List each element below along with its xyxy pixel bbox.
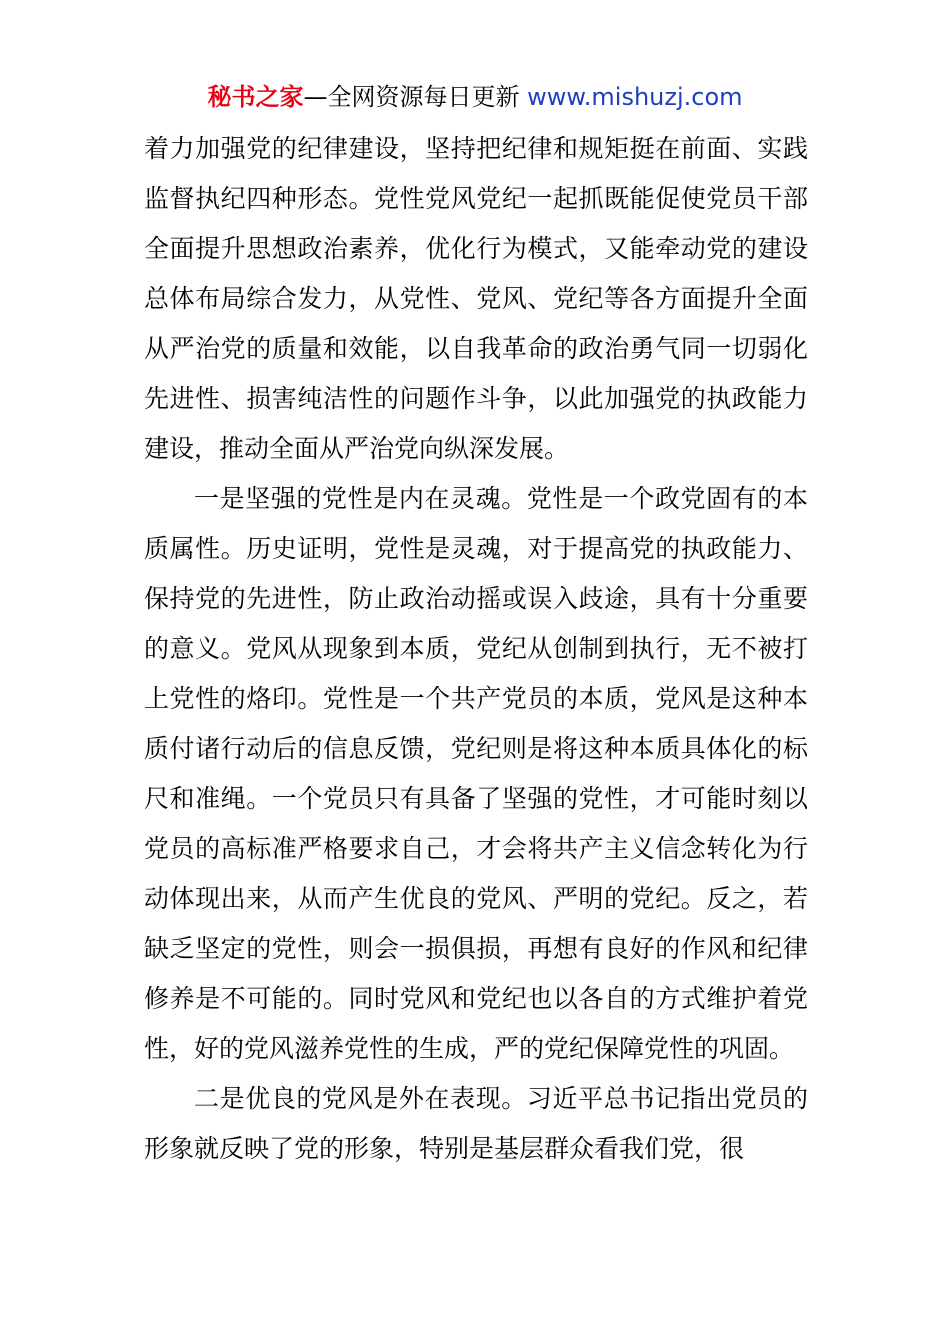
document-body <box>144 124 808 1174</box>
site-header <box>0 80 950 114</box>
site-tagline: —全网资源每日更新 <box>303 83 528 111</box>
site-brand: 秘书之家 <box>207 83 304 111</box>
paragraph-continuation: 着力加强党的纪律建设，坚持把纪律和规矩挺在前面、实践监督执纪四种形态。党性党风党纪一起抓既能促使党员干部全面提升思想政治素养，优化行为模式，又能牵动党的建设总体布局综合发力，从党性、党风、党纪等各方面提升全面从严治党的质量和效能，以自我革命的政治勇气同一切弱化先进性、损害纯洁性的问题作斗争，以此加强党的执政能力建设，推动全面从严治党向纵深发展。 <box>144 134 808 463</box>
site-url-link[interactable]: www.mishuzj.com <box>527 83 743 111</box>
paragraph-party-style: 二是优良的党风是外在表现。习近平总书记指出党员的形象就反映了党的形象，特别是基层群众看我们党，很 <box>144 1084 808 1163</box>
paragraph-party-spirit: 一是坚强的党性是内在灵魂。党性是一个政党固有的本质属性。历史证明，党性是灵魂，对于提高党的执政能力、保持党的先进性，防止政治动摇或误入歧途，具有十分重要的意义。党风从现象到本质，党纪从创制到执行，无不被打上党性的烙印。党性是一个共产党员的本质，党风是这种本质付诸行动后的信息反馈，党纪则是将这种本质具体化的标尺和准绳。一个党员只有具备了坚强的党性，才可能时刻以党员的高标准严格要求自己，才会将共产主义信念转化为行动体现出来，从而产生优良的党风、严明的党纪。反之，若缺乏坚定的党性，则会一损俱损，再想有良好的作风和纪律修养是不可能的。同时党风和党纪也以各自的方式维护着党性，好的党风滋养党性的生成，严的党纪保障党性的巩固。 <box>144 484 808 1063</box>
